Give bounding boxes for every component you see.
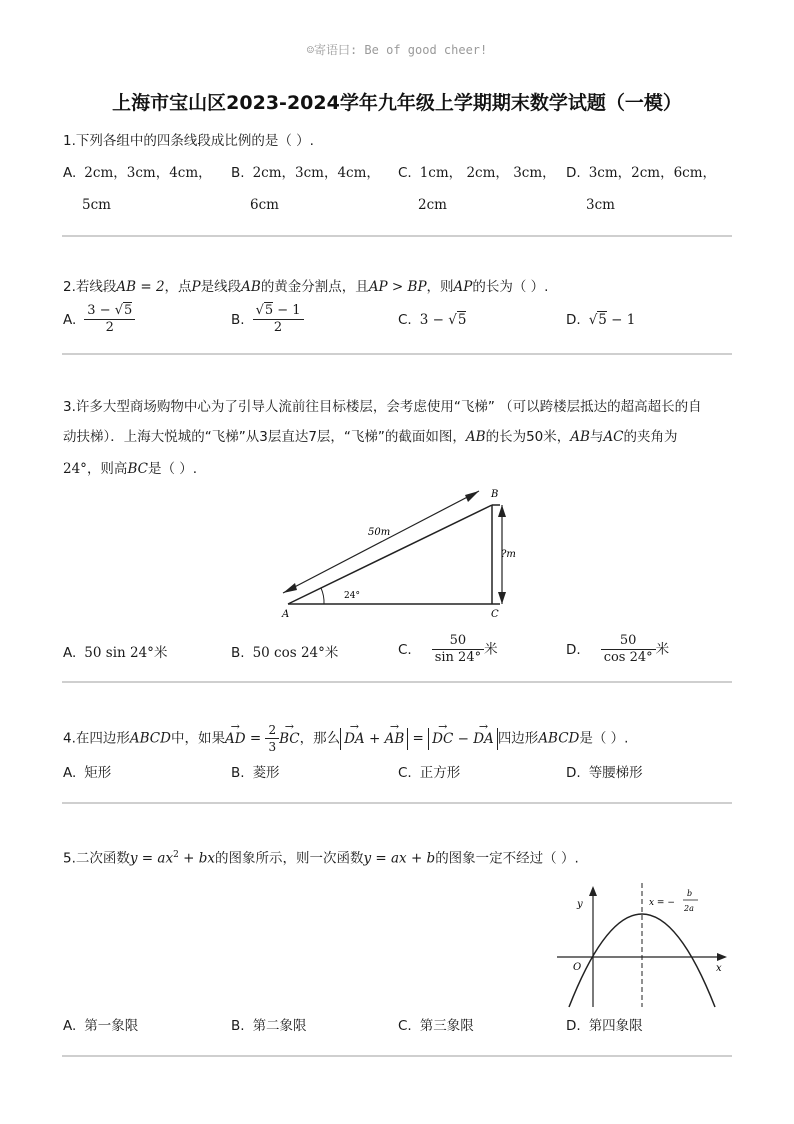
option-text: 1cm， 2cm， 3cm， bbox=[419, 165, 556, 181]
q2-stem: 2.若线段AB = 2，点P是线段AB的黄金分割点，且AP > BP，则AP的长为（ ）. bbox=[63, 279, 549, 295]
q4-option-d[interactable]: D. 等腰梯形 bbox=[566, 765, 643, 781]
fraction: $\frac{50}{\sin 24^\circ}$ bbox=[432, 633, 484, 666]
label-a: A bbox=[282, 609, 290, 620]
origin-label: O bbox=[573, 962, 582, 973]
fraction: $\frac{√5 - 1}{2}$ bbox=[253, 303, 304, 336]
q5-option-b[interactable]: B. 第二象限 bbox=[231, 1018, 307, 1034]
q1-option-b[interactable] bbox=[231, 163, 380, 183]
angle-arc bbox=[321, 588, 324, 604]
q1-option-a-cont: 5cm bbox=[82, 197, 111, 213]
label-b: B bbox=[491, 489, 499, 500]
page-title: 上海市宝山区2023-2024学年九年级上学期期末数学试题（一模） bbox=[112, 92, 682, 114]
separator bbox=[62, 235, 732, 237]
q1-stem: 1.下列各组中的四条线段成比例的是（ ）. bbox=[63, 133, 314, 149]
option-text: 2cm，3cm，4cm， bbox=[84, 165, 212, 181]
option-text: 3cm，2cm，6cm， bbox=[588, 165, 717, 181]
axis-eq-den: 2a bbox=[684, 904, 694, 913]
label-c: C bbox=[491, 609, 499, 620]
q2-option-a[interactable]: A. $\frac{3 - √5}{2}$ bbox=[63, 303, 135, 336]
q3-option-c[interactable]: C. $\frac{50}{\sin 24^\circ}$ 米 bbox=[398, 633, 498, 665]
q5-option-c[interactable]: C. 第三象限 bbox=[398, 1018, 474, 1034]
x-axis-label: x bbox=[716, 963, 722, 974]
hypotenuse-line bbox=[288, 505, 492, 604]
q5-stem: 5.二次函数$y = ax^2$ + bx的图象所示，则一次函数y = ax + b的图象一定不经过（ ）. bbox=[63, 850, 579, 867]
separator bbox=[62, 681, 732, 683]
separator bbox=[62, 802, 732, 804]
option-label: A. bbox=[63, 165, 77, 181]
q1-option-d-cont: 3cm bbox=[586, 197, 615, 213]
axis-eq-label: x = − bbox=[649, 898, 675, 908]
axis-eq-num: b bbox=[687, 889, 693, 898]
separator bbox=[62, 1055, 732, 1057]
length-arrow bbox=[283, 491, 479, 593]
option-label: B. bbox=[231, 165, 245, 181]
parabola-figure bbox=[555, 880, 735, 1012]
q3-stem-line2: 动扶梯）．上海大悦城的“飞梯”从3层直达7层，“飞梯”的截面如图，AB的长为50米，AB与AC的夹角为 bbox=[63, 429, 678, 445]
q4-option-c[interactable]: C. 正方形 bbox=[398, 765, 461, 781]
fraction: $\frac{3 - √5}{2}$ bbox=[84, 303, 135, 336]
q1-option-a[interactable] bbox=[63, 163, 212, 183]
label-height: ?m bbox=[501, 549, 516, 560]
q3-stem-line1: 3.许多大型商场购物中心为了引导人流前往目标楼层，会考虑使用“飞梯” （可以跨楼层抵达的超高超长的自 bbox=[63, 399, 702, 415]
q3-option-d[interactable]: D. $\frac{50}{\cos 24^\circ}$ 米 bbox=[566, 633, 670, 665]
q2-option-b[interactable]: B. $\frac{√5 - 1}{2}$ bbox=[231, 303, 304, 336]
q1-option-c-cont: 2cm bbox=[418, 197, 447, 213]
separator bbox=[62, 353, 732, 355]
q1-option-b-cont: 6cm bbox=[250, 197, 279, 213]
label-angle: 24° bbox=[344, 591, 360, 601]
q1-option-c[interactable] bbox=[398, 163, 556, 183]
q3-stem-line3: 24°，则高BC是（ ）. bbox=[63, 461, 198, 477]
q3-option-b[interactable]: B. 50 cos 24°米 bbox=[231, 645, 339, 661]
option-label: D. bbox=[566, 165, 581, 181]
q1-option-d[interactable] bbox=[566, 163, 716, 183]
option-label: C. bbox=[398, 165, 412, 181]
label-length: 50m bbox=[368, 527, 391, 538]
q5-option-a[interactable]: A. 第一象限 bbox=[63, 1018, 139, 1034]
q2-option-c[interactable]: C. 3 − √5 bbox=[398, 312, 467, 328]
fraction: $\frac{50}{\cos 24^\circ}$ bbox=[601, 633, 656, 666]
q4-stem: 4.在四边形ABCD中，如果→ AD = $\frac{2}{3}$ → BC，那么→ DA + → AB = → DC − → DA 四边形ABCD是（ ）. bbox=[63, 722, 628, 755]
q5-option-d[interactable]: D. 第四象限 bbox=[566, 1018, 643, 1034]
q4-option-b[interactable]: B. 菱形 bbox=[231, 765, 280, 781]
q4-option-a[interactable]: A. 矩形 bbox=[63, 765, 112, 781]
q2-option-d[interactable]: D. √5 − 1 bbox=[566, 312, 636, 328]
y-axis-label: y bbox=[577, 899, 583, 910]
header-note: ☺寄语曰: Be of good cheer! bbox=[306, 43, 488, 57]
option-text: 2cm，3cm，4cm， bbox=[252, 165, 380, 181]
q3-option-a[interactable]: A. 50 sin 24°米 bbox=[63, 645, 168, 661]
escalator-figure bbox=[270, 480, 530, 625]
